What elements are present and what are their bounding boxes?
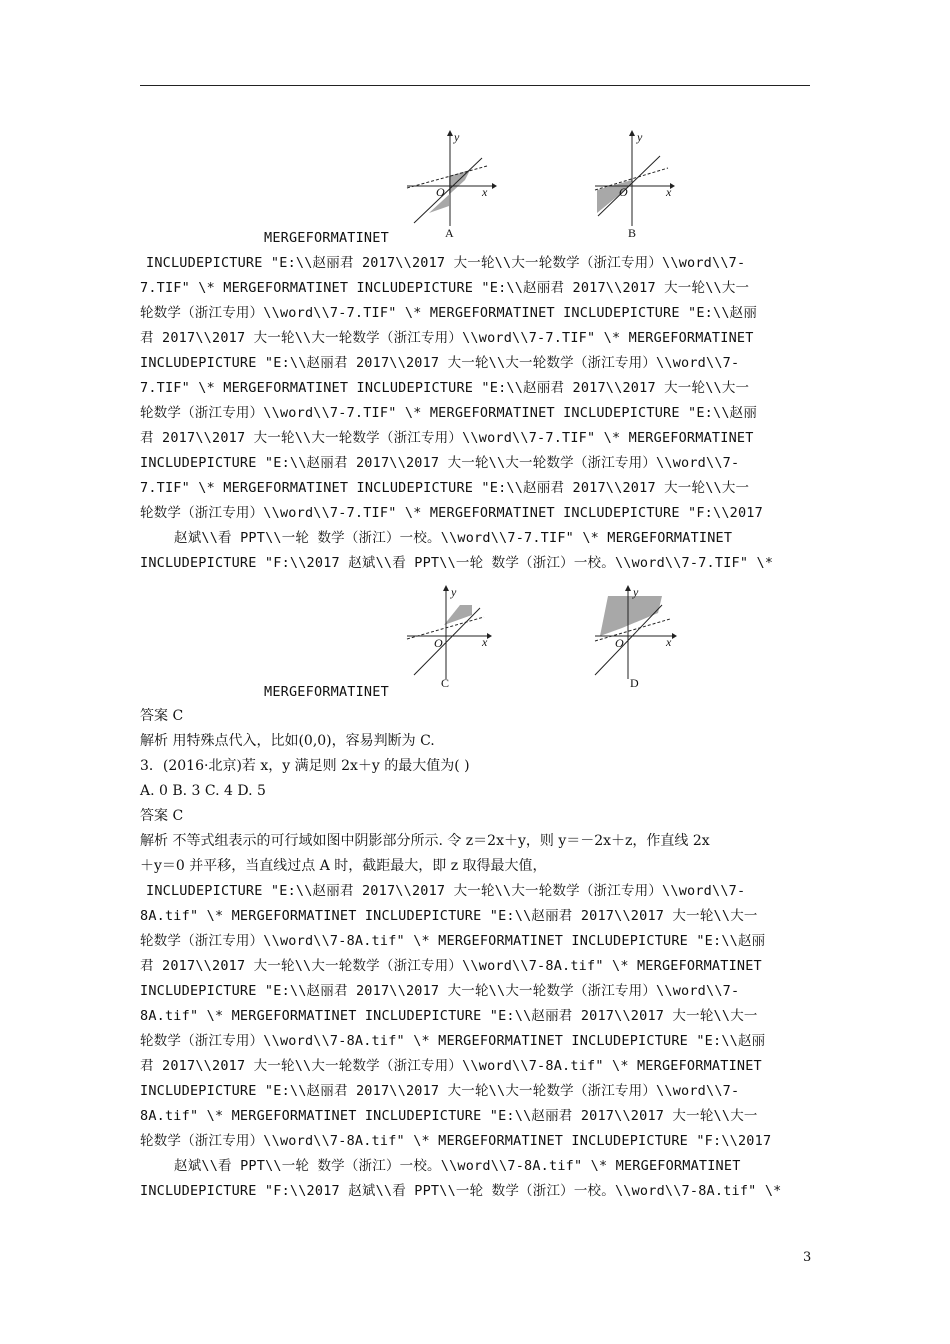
field-code-line: INCLUDEPICTURE "F:\\2017 赵斌\\看 PPT\\一轮 数学（浙江）一校。\\word\\7-8A.tif" \* [140,1183,782,1199]
field-code-line: INCLUDEPICTURE "E:\\赵丽君 2017\\2017 大一轮\\大一轮数学（浙江专用）\\word\\7- [140,983,740,999]
figure-d-x-label: x [666,635,672,649]
field-code-line: 8A.tif" \* MERGEFORMATINET INCLUDEPICTURE "E:\\赵丽君 2017\\2017 大一轮\\大一 [140,1108,758,1124]
field-code-line: 君 2017\\2017 大一轮\\大一轮数学（浙江专用）\\word\\7-8A.tif" \* MERGEFORMATINET [140,1058,762,1074]
field-code-line: 赵斌\\看 PPT\\一轮 数学（浙江）一校。\\word\\7-8A.tif" \* MERGEFORMATINET [174,1158,741,1174]
figure-a-label: A [445,226,454,240]
field-code-line: 轮数学（浙江专用）\\word\\7-7.TIF" \* MERGEFORMATINET INCLUDEPICTURE "E:\\赵丽 [140,305,758,321]
field-code-line: 轮数学（浙江专用）\\word\\7-8A.tif" \* MERGEFORMATINET INCLUDEPICTURE "E:\\赵丽 [140,933,766,949]
field-code-line: 8A.tif" \* MERGEFORMATINET INCLUDEPICTURE "E:\\赵丽君 2017\\2017 大一轮\\大一 [140,1008,758,1024]
field-code-line: INCLUDEPICTURE "E:\\赵丽君 2017\\2017 大一轮\\大一轮数学（浙江专用）\\word\\7- [140,355,740,371]
field-code-line: 轮数学（浙江专用）\\word\\7-8A.tif" \* MERGEFORMATINET INCLUDEPICTURE "E:\\赵丽 [140,1033,766,1049]
field-code-line: 轮数学（浙江专用）\\word\\7-7.TIF" \* MERGEFORMATINET INCLUDEPICTURE "F:\\2017 [140,505,763,521]
figure-a-x-label: x [482,185,488,199]
field-code-line: 7.TIF" \* MERGEFORMATINET INCLUDEPICTURE "E:\\赵丽君 2017\\2017 大一轮\\大一 [140,380,750,396]
figure-a [402,128,497,240]
question-3-options: A. 0 B. 3 C. 4 D. 5 [140,783,266,799]
field-code-line: MERGEFORMATINET [264,230,389,246]
field-code-line: 7.TIF" \* MERGEFORMATINET INCLUDEPICTURE "E:\\赵丽君 2017\\2017 大一轮\\大一 [140,480,750,496]
answer-3: 答案 C [140,808,184,824]
field-code-line: INCLUDEPICTURE "E:\\赵丽君 2017\\2017 大一轮\\大一轮数学（浙江专用）\\word\\7- [140,455,740,471]
field-code-line: MERGEFORMATINET [264,684,389,700]
analysis-3-line-2: ＋y＝0 并平移，当直线过点 A 时，截距最大，即 z 取得最大值， [140,858,547,874]
figure-c [402,583,497,690]
field-code-line: INCLUDEPICTURE "E:\\赵丽君 2017\\2017 大一轮\\大一轮数学（浙江专用）\\word\\7- [146,255,746,271]
field-code-line: 君 2017\\2017 大一轮\\大一轮数学（浙江专用）\\word\\7-7.TIF" \* MERGEFORMATINET [140,430,754,446]
field-code-line: 8A.tif" \* MERGEFORMATINET INCLUDEPICTURE "E:\\赵丽君 2017\\2017 大一轮\\大一 [140,908,758,924]
analysis-3-line-1: 解析 不等式组表示的可行域如图中阴影部分所示. 令 z＝2x＋y，则 y＝－2x＋z，作直线 2x [140,833,710,849]
figure-b-y-label: y [637,130,643,144]
field-code-line: INCLUDEPICTURE "E:\\赵丽君 2017\\2017 大一轮\\大一轮数学（浙江专用）\\word\\7- [140,1083,740,1099]
field-code-line: 7.TIF" \* MERGEFORMATINET INCLUDEPICTURE "E:\\赵丽君 2017\\2017 大一轮\\大一 [140,280,750,296]
figure-a-origin: O [436,185,445,199]
figure-c-origin: O [434,636,443,650]
field-code-line: 君 2017\\2017 大一轮\\大一轮数学（浙江专用）\\word\\7-7.TIF" \* MERGEFORMATINET [140,330,754,346]
page-number: 3 [803,1250,812,1265]
figure-c-label: C [441,676,450,690]
field-code-line: 轮数学（浙江专用）\\word\\7-7.TIF" \* MERGEFORMATINET INCLUDEPICTURE "E:\\赵丽 [140,405,758,421]
field-code-line: 赵斌\\看 PPT\\一轮 数学（浙江）一校。\\word\\7-7.TIF" \* MERGEFORMATINET [174,530,733,546]
figure-b-origin: O [619,185,628,199]
figure-d-y-label: y [633,585,639,599]
figure-b [590,128,685,240]
field-code-line: INCLUDEPICTURE "F:\\2017 赵斌\\看 PPT\\一轮 数学（浙江）一校。\\word\\7-7.TIF" \* [140,555,774,571]
header-rule [140,85,810,86]
field-code-line: 君 2017\\2017 大一轮\\大一轮数学（浙江专用）\\word\\7-8A.tif" \* MERGEFORMATINET [140,958,762,974]
field-code-line: INCLUDEPICTURE "E:\\赵丽君 2017\\2017 大一轮\\大一轮数学（浙江专用）\\word\\7- [146,883,746,899]
figure-b-x-label: x [666,185,672,199]
field-code-line: 轮数学（浙江专用）\\word\\7-8A.tif" \* MERGEFORMATINET INCLUDEPICTURE "F:\\2017 [140,1133,772,1149]
figure-d [590,583,685,690]
figure-c-y-label: y [451,585,457,599]
question-3: 3．(2016·北京)若 x，y 满足则 2x＋y 的最大值为( ) [140,758,470,774]
figure-d-origin: O [615,636,624,650]
analysis-1: 解析 用特殊点代入，比如(0,0)，容易判断为 C. [140,733,435,749]
answer-1: 答案 C [140,708,184,724]
figure-a-y-label: y [454,130,460,144]
figure-c-x-label: x [482,635,488,649]
figure-b-label: B [628,226,637,240]
figure-d-label: D [630,676,639,690]
